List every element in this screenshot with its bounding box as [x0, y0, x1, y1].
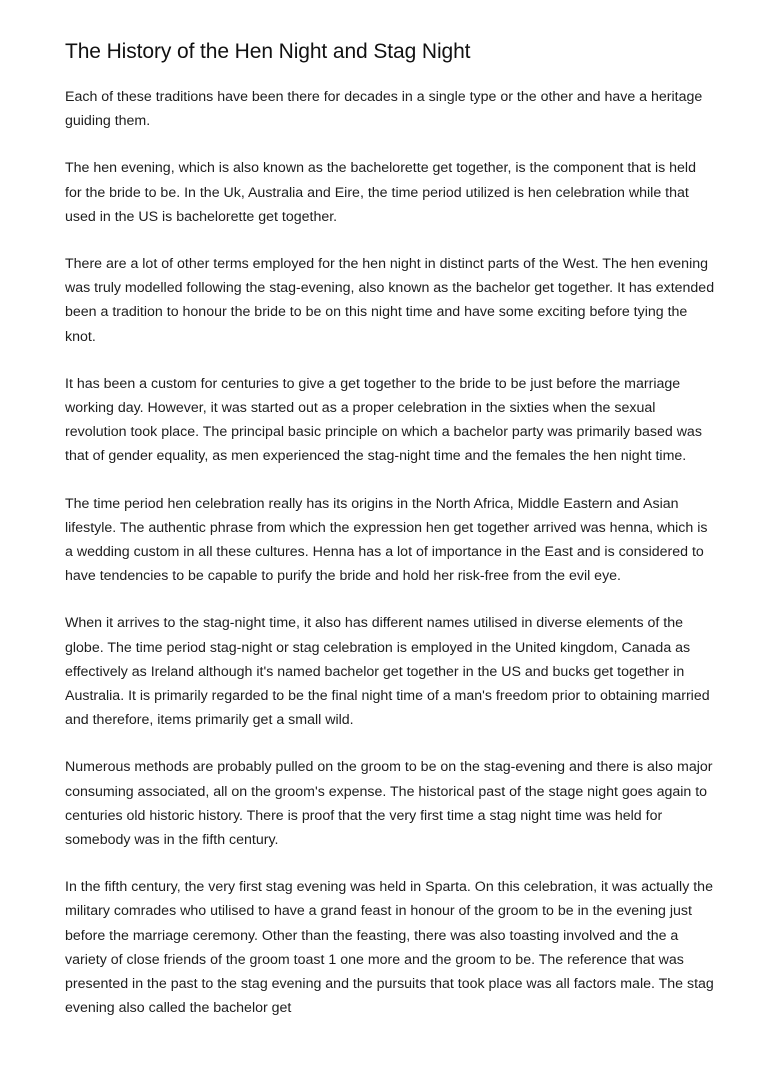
paragraph-5: The time period hen celebration really has its origins in the North Africa, Middle Eastern and Asian lifestyle. The authentic phrase from which the expression hen get together arrived was henna, which is a wedding custom in all these cultures. Henna has a lot of importance in the East and is considered to have tendencies to be capable to purify the bride and hold her risk-free from the evil eye. — [65, 495, 708, 585]
paragraph-4: It has been a custom for centuries to give a get together to the bride to be just before the marriage working day. However, it was started out as a proper celebration in the sixties when the sexual revolution took place. The principal basic principle on which a bachelor party was primarily based was that of gender equality, as men experienced the stag-night time and the females the hen night time. — [65, 375, 702, 465]
paragraph-3: There are a lot of other terms employed for the hen night in distinct parts of the West. The hen evening was truly modelled following the stag-evening, also known as the bachelor get together. It has extended been a tradition to honour the bride to be on this night time and have some exciting before tying the knot. — [65, 256, 715, 345]
paragraph-8: In the fifth century, the very first stag evening was held in Sparta. On this celebration, it was actually the military comrades who utilised to have a grand feast in honour of the groom to be in the evening just before the marriage ceremony. Other than the feasting, there was also toasting involved and the a variety of close friends of the groom toast 1 one more and the groom to be. The reference that was presented in the past to the stag evening and the pursuits that took place was all factors male. The stag evening also called the bachelor get — [65, 879, 714, 1017]
paragraph-1: Each of these traditions have been there for decades in a single type or the other and have a heritage guiding them. — [65, 89, 703, 130]
paragraph-6: When it arrives to the stag-night time, it also has different names utilised in diverse elements of the globe. The time period stag-night or stag celebration is employed in the United kingdom, Canada as effectively as Ireland although it's named bachelor get together in the US and bucks get together in Australia. It is primarily regarded to be the final night time of a man's freedom prior to obtaining married and therefore, items primarily get a small wild. — [65, 615, 710, 729]
document-title: The History of the Hen Night and Stag Night — [65, 40, 471, 63]
document-page — [65, 26, 715, 1044]
paragraph-7: Numerous methods are probably pulled on the groom to be on the stag-evening and there is also major consuming associated, all on the groom's expense. The historical past of the stage night goes again to centuries old historic history. There is proof that the very first time a stag night time was held for somebody was in the fifth century. — [65, 759, 713, 849]
paragraph-2: The hen evening, which is also known as the bachelorette get together, is the component that is held for the bride to be. In the Uk, Australia and Eire, the time period utilized is hen celebration while that used in the US is bachelorette get together. — [65, 160, 696, 225]
